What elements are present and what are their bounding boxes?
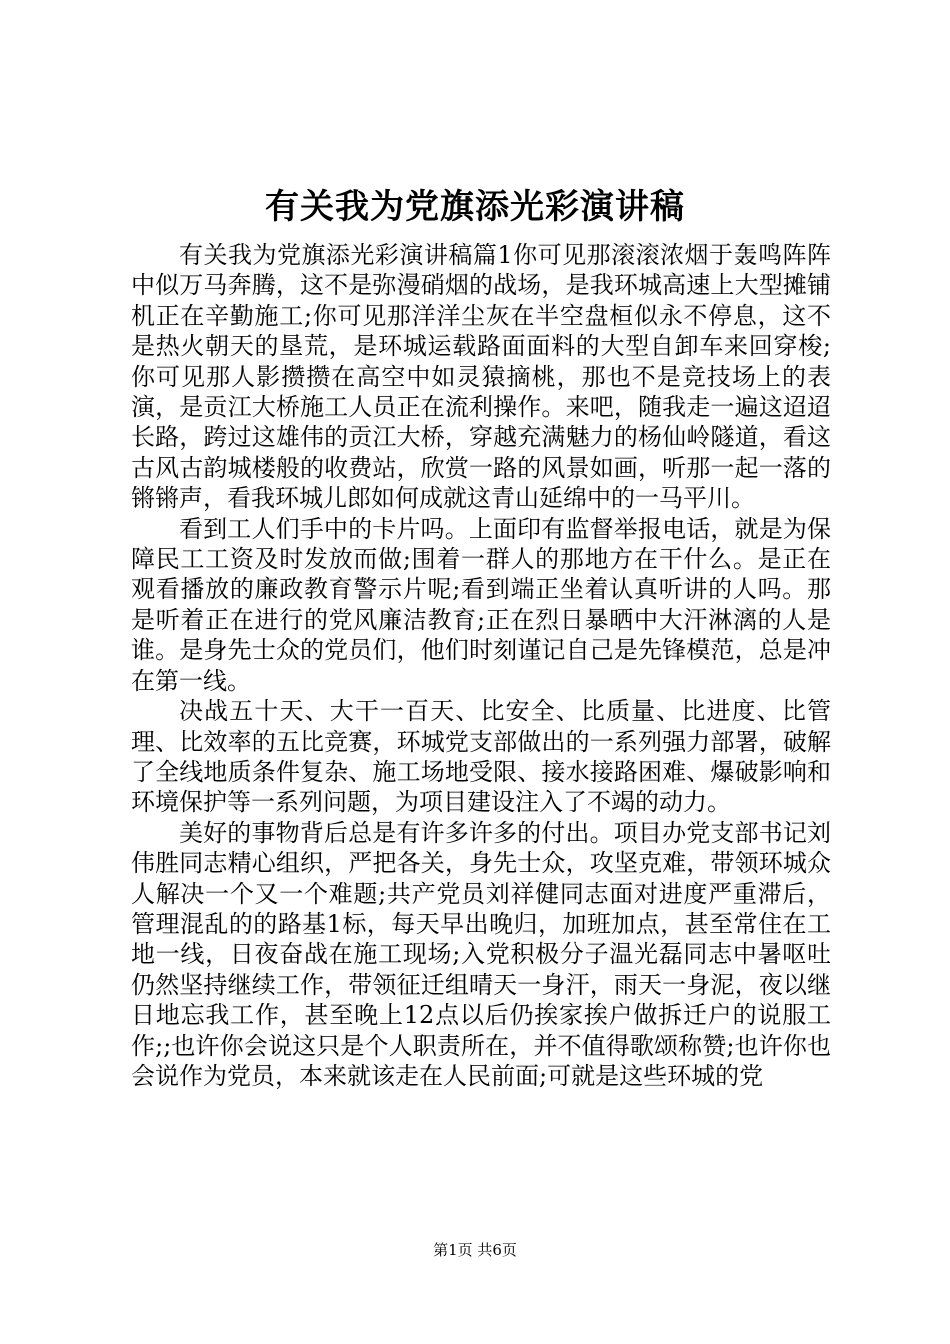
paragraph-3: 决战五十天、大干一百天、比安全、比质量、比进度、比管理、比效率的五比竞赛，环城党支部做出的一系列强力部署，破解了全线地质条件复杂、施工场地受限、接水接路困难、爆破影响和环境保护等一系列问题，为项目建设注入了不竭的动力。 xyxy=(131,697,831,817)
paragraph-1: 有关我为党旗添光彩演讲稿篇1你可见那滚滚浓烟于轰鸣阵阵中似万马奔腾，这不是弥漫硝烟的战场，是我环城高速上大型摊铺机正在辛勤施工;你可见那洋洋尘灰在半空盘桓似永不停息，这不是热火朝天的垦荒，是环城运载路面面料的大型自卸车来回穿梭;你可见那人影攒攒在高空中如灵猿摘桃，那也不是竞技场上的表演，是贡江大桥施工人员正在流利操作。来吧，随我走一遍这迢迢长路，跨过这雄伟的贡江大桥，穿越充满魅力的杨仙岭隧道，看这古风古韵城楼般的收费站，欣赏一路的风景如画，听那一起一落的锵锵声，看我环城儿郎如何成就这青山延绵中的一马平川。 xyxy=(131,241,831,513)
page-number-footer: 第1页 共6页 xyxy=(433,1241,517,1259)
document-body xyxy=(131,240,831,1091)
document-title: 有关我为党旗添光彩演讲稿 xyxy=(265,187,685,227)
paragraph-4: 美好的事物背后总是有许多许多的付出。项目办党支部书记刘伟胜同志精心组织，严把各关，身先士众，攻坚克难，带领环城众人解决一个又一个难题;共产党员刘祥健同志面对进度严重滞后，管理混乱的的路基1标，每天早出晚归，加班加点，甚至常住在工地一线，日夜奋战在施工现场;入党积极分子温光磊同志中暑呕吐仍然坚持继续工作，带领征迁组晴天一身汗，雨天一身泥，夜以继日地忘我工作，甚至晚上12点以后仍挨家挨户做拆迁户的说服工作;;也许你会说这只是个人职责所在，并不值得歌颂称赞;也许你也会说作为党员，本来就该走在人民前面;可就是这些环城的党 xyxy=(131,818,831,1090)
paragraph-2: 看到工人们手中的卡片吗。上面印有监督举报电话，就是为保障民工工资及时发放而做;围着一群人的那地方在干什么。是正在观看播放的廉政教育警示片呢;看到端正坐着认真听讲的人吗。那是听着正在进行的党风廉洁教育;正在烈日暴晒中大汗淋漓的人是谁。是身先士众的党员们，他们时刻谨记自己是先锋模范，总是冲在第一线。 xyxy=(131,514,831,695)
